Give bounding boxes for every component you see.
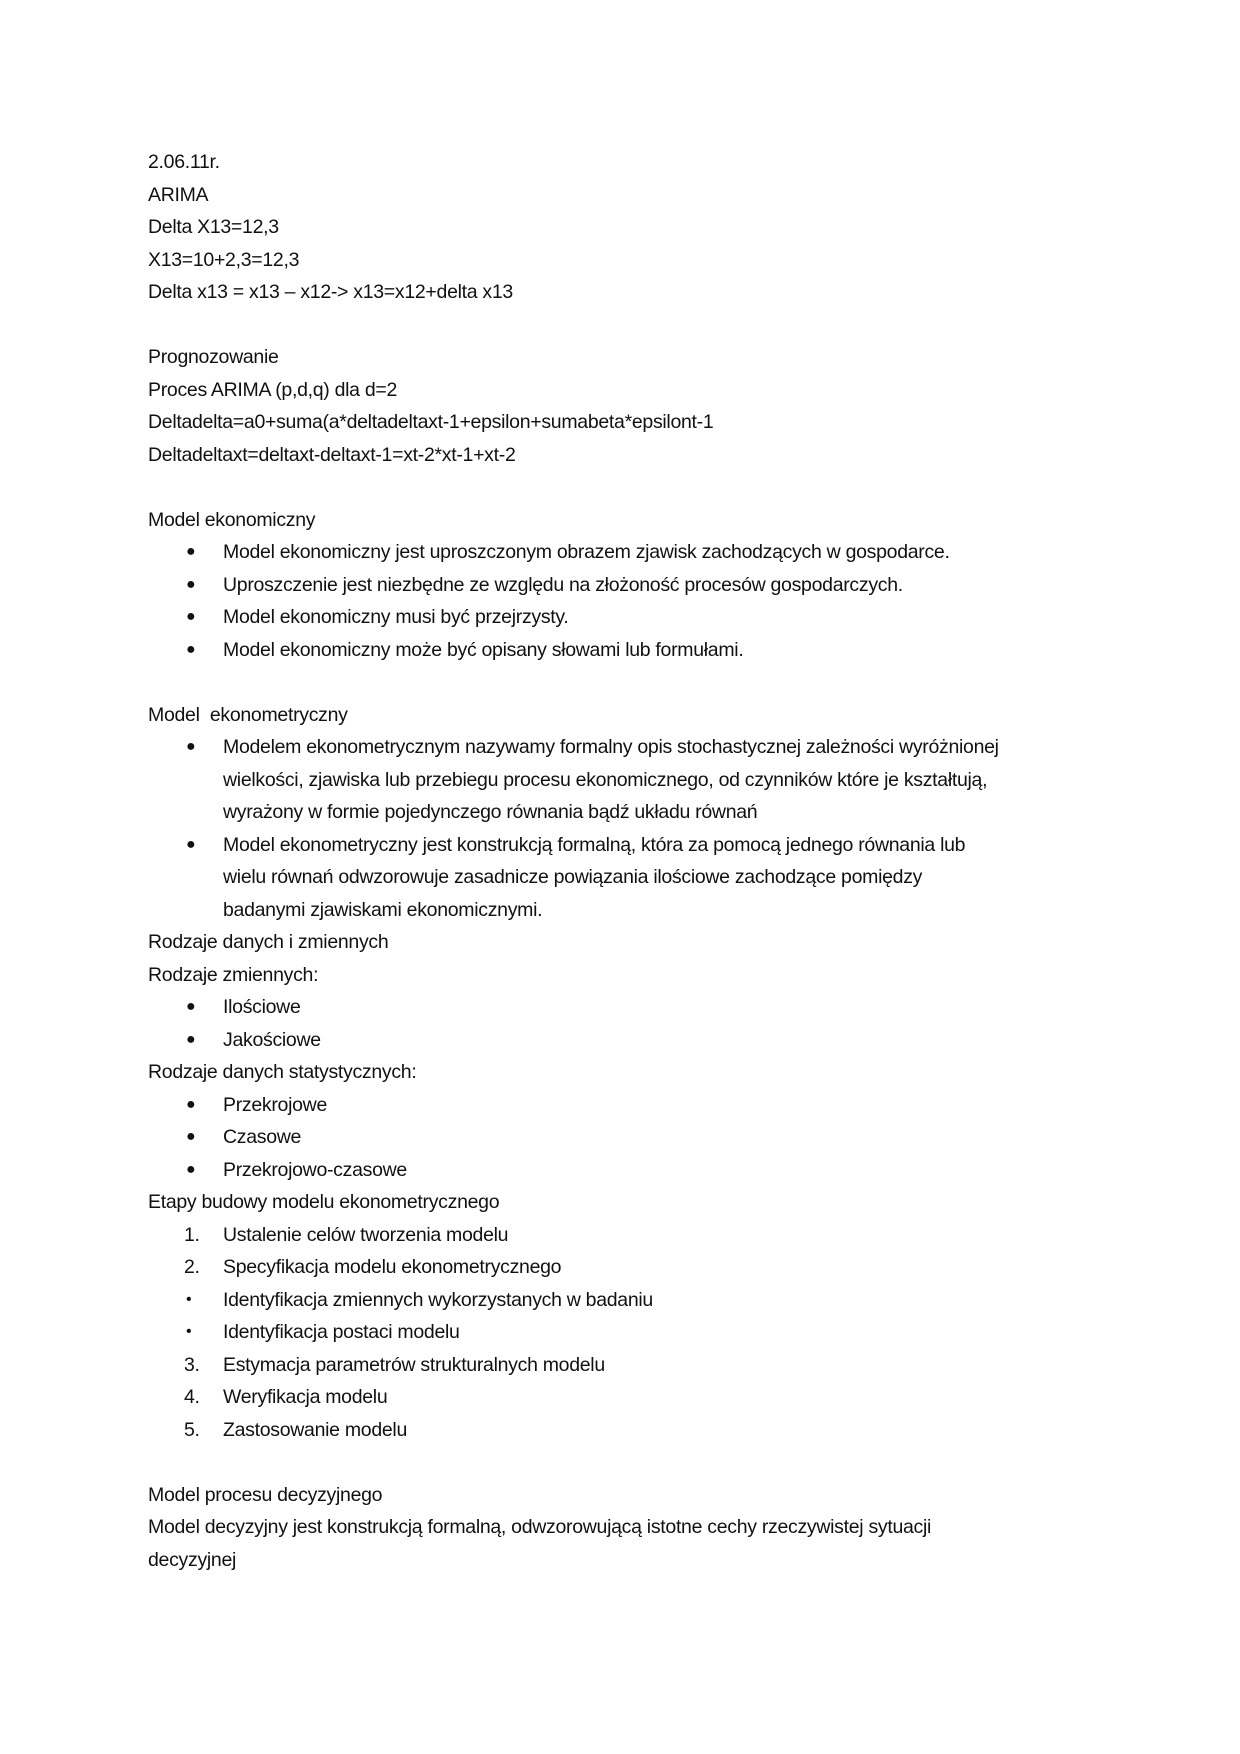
blank-line	[148, 309, 1108, 342]
list-item: 3. Estymacja parametrów strukturalnych modelu	[148, 1349, 1108, 1382]
section-heading-model-ekonometryczny: Model ekonometryczny	[148, 703, 348, 726]
bullet-icon: ●	[186, 640, 196, 658]
formula-line: Delta X13=12,3	[148, 216, 279, 238]
bullet-icon: ●	[186, 835, 196, 853]
list-item: 1. Ustalenie celów tworzenia modelu	[148, 1219, 1108, 1252]
list-item: ● Model ekonometryczny jest konstrukcją formalną, która za pomocą jednego równania lub wielu równań odwzorowuje zasadnicze powiązania ilościowe zachodzące pomiędzy badanymi zjawiskami ekonomicznymi.	[148, 829, 1108, 927]
list-item: ● Model ekonomiczny musi być przejrzysty.	[148, 601, 1108, 634]
formula-line: X13=10+2,3=12,3	[148, 248, 300, 271]
blank-line	[148, 471, 1108, 504]
list-number: 3.	[184, 1353, 200, 1376]
bullet-icon: •	[186, 1290, 192, 1308]
date-line: 2.06.11r.	[148, 151, 220, 173]
list-number: 5.	[184, 1418, 200, 1441]
bullet-list-dane	[148, 1089, 1108, 1187]
blank-line	[148, 1446, 1108, 1479]
formula-line: Proces ARIMA (p,d,q) dla d=2	[148, 378, 398, 401]
list-item: 5. Zastosowanie modelu	[148, 1414, 1108, 1447]
arima-heading: ARIMA	[148, 183, 209, 206]
formula-line: Deltadeltaxt=deltaxt-deltaxt-1=xt-2*xt-1+xt-2	[148, 443, 516, 466]
list-item: ● Przekrojowe	[148, 1089, 1108, 1122]
list-number: 1.	[184, 1223, 200, 1246]
list-item: ● Modelem ekonometrycznym nazywamy formalny opis stochastycznej zależności wyróżnionej wielkości, zjawiska lub przebiegu procesu ekonomicznego, od czynników które je kształtują, wyrażony w formie pojedynczego równania bądź układu równań	[148, 731, 1108, 829]
formula-line: Deltadelta=a0+suma(a*deltadeltaxt-1+epsilon+sumabeta*epsilont-1	[148, 411, 714, 433]
blank-line	[148, 666, 1108, 699]
bullet-list-model-ekonometryczny	[148, 731, 1108, 926]
subheading-rodzaje-danych: Rodzaje danych statystycznych:	[148, 1061, 417, 1083]
list-item: ● Model ekonomiczny jest uproszczonym obrazem zjawisk zachodzących w gospodarce.	[148, 536, 1108, 569]
bullet-icon: ●	[186, 738, 196, 755]
section-heading-model-decyzyjny: Model procesu decyzyjnego	[148, 1483, 383, 1506]
list-item: 2. Specyfikacja modelu ekonometrycznego	[148, 1251, 1108, 1284]
section-heading-etapy: Etapy budowy modelu ekonometrycznego	[148, 1191, 500, 1213]
bullet-icon: ●	[186, 1030, 196, 1048]
bullet-list-model-ekonomiczny	[148, 536, 1108, 666]
subheading-rodzaje-zmiennych: Rodzaje zmiennych:	[148, 963, 319, 986]
paragraph-line: decyzyjnej	[148, 1548, 237, 1571]
document-page	[148, 146, 1108, 1576]
bullet-icon: ●	[186, 1128, 196, 1145]
bullet-icon: •	[186, 1323, 192, 1340]
bullet-list-zmienne	[148, 991, 1108, 1056]
bullet-icon: ●	[186, 1160, 196, 1178]
numbered-list-etapy	[148, 1219, 1108, 1447]
bullet-icon: ●	[186, 575, 196, 593]
list-item: ● Jakościowe	[148, 1024, 1108, 1057]
list-item: ● Model ekonomiczny może być opisany słowami lub formułami.	[148, 634, 1108, 667]
list-number: 4.	[184, 1386, 200, 1408]
section-heading-prognozowanie: Prognozowanie	[148, 346, 279, 368]
paragraph-line: Model decyzyjny jest konstrukcją formalną, odwzorowującą istotne cechy rzeczywistej sytuacji	[148, 1516, 932, 1538]
list-item: ● Ilościowe	[148, 991, 1108, 1024]
list-item: ● Przekrojowo-czasowe	[148, 1154, 1108, 1187]
formula-line: Delta x13 = x13 – x12-> x13=x12+delta x13	[148, 281, 513, 303]
section-heading-rodzaje: Rodzaje danych i zmiennych	[148, 931, 389, 953]
bullet-icon: ●	[186, 608, 196, 625]
list-item: ● Uproszczenie jest niezbędne ze względu na złożoność procesów gospodarczych.	[148, 569, 1108, 602]
bullet-icon: ●	[186, 543, 196, 560]
list-item: ● Czasowe	[148, 1121, 1108, 1154]
list-number: 2.	[184, 1256, 200, 1278]
list-item: 4. Weryfikacja modelu	[148, 1381, 1108, 1414]
section-heading-model-ekonomiczny: Model ekonomiczny	[148, 508, 316, 531]
list-item: • Identyfikacja postaci modelu	[148, 1316, 1108, 1349]
list-item: • Identyfikacja zmiennych wykorzystanych w badaniu	[148, 1284, 1108, 1317]
bullet-icon: ●	[186, 998, 196, 1015]
bullet-icon: ●	[186, 1095, 196, 1113]
